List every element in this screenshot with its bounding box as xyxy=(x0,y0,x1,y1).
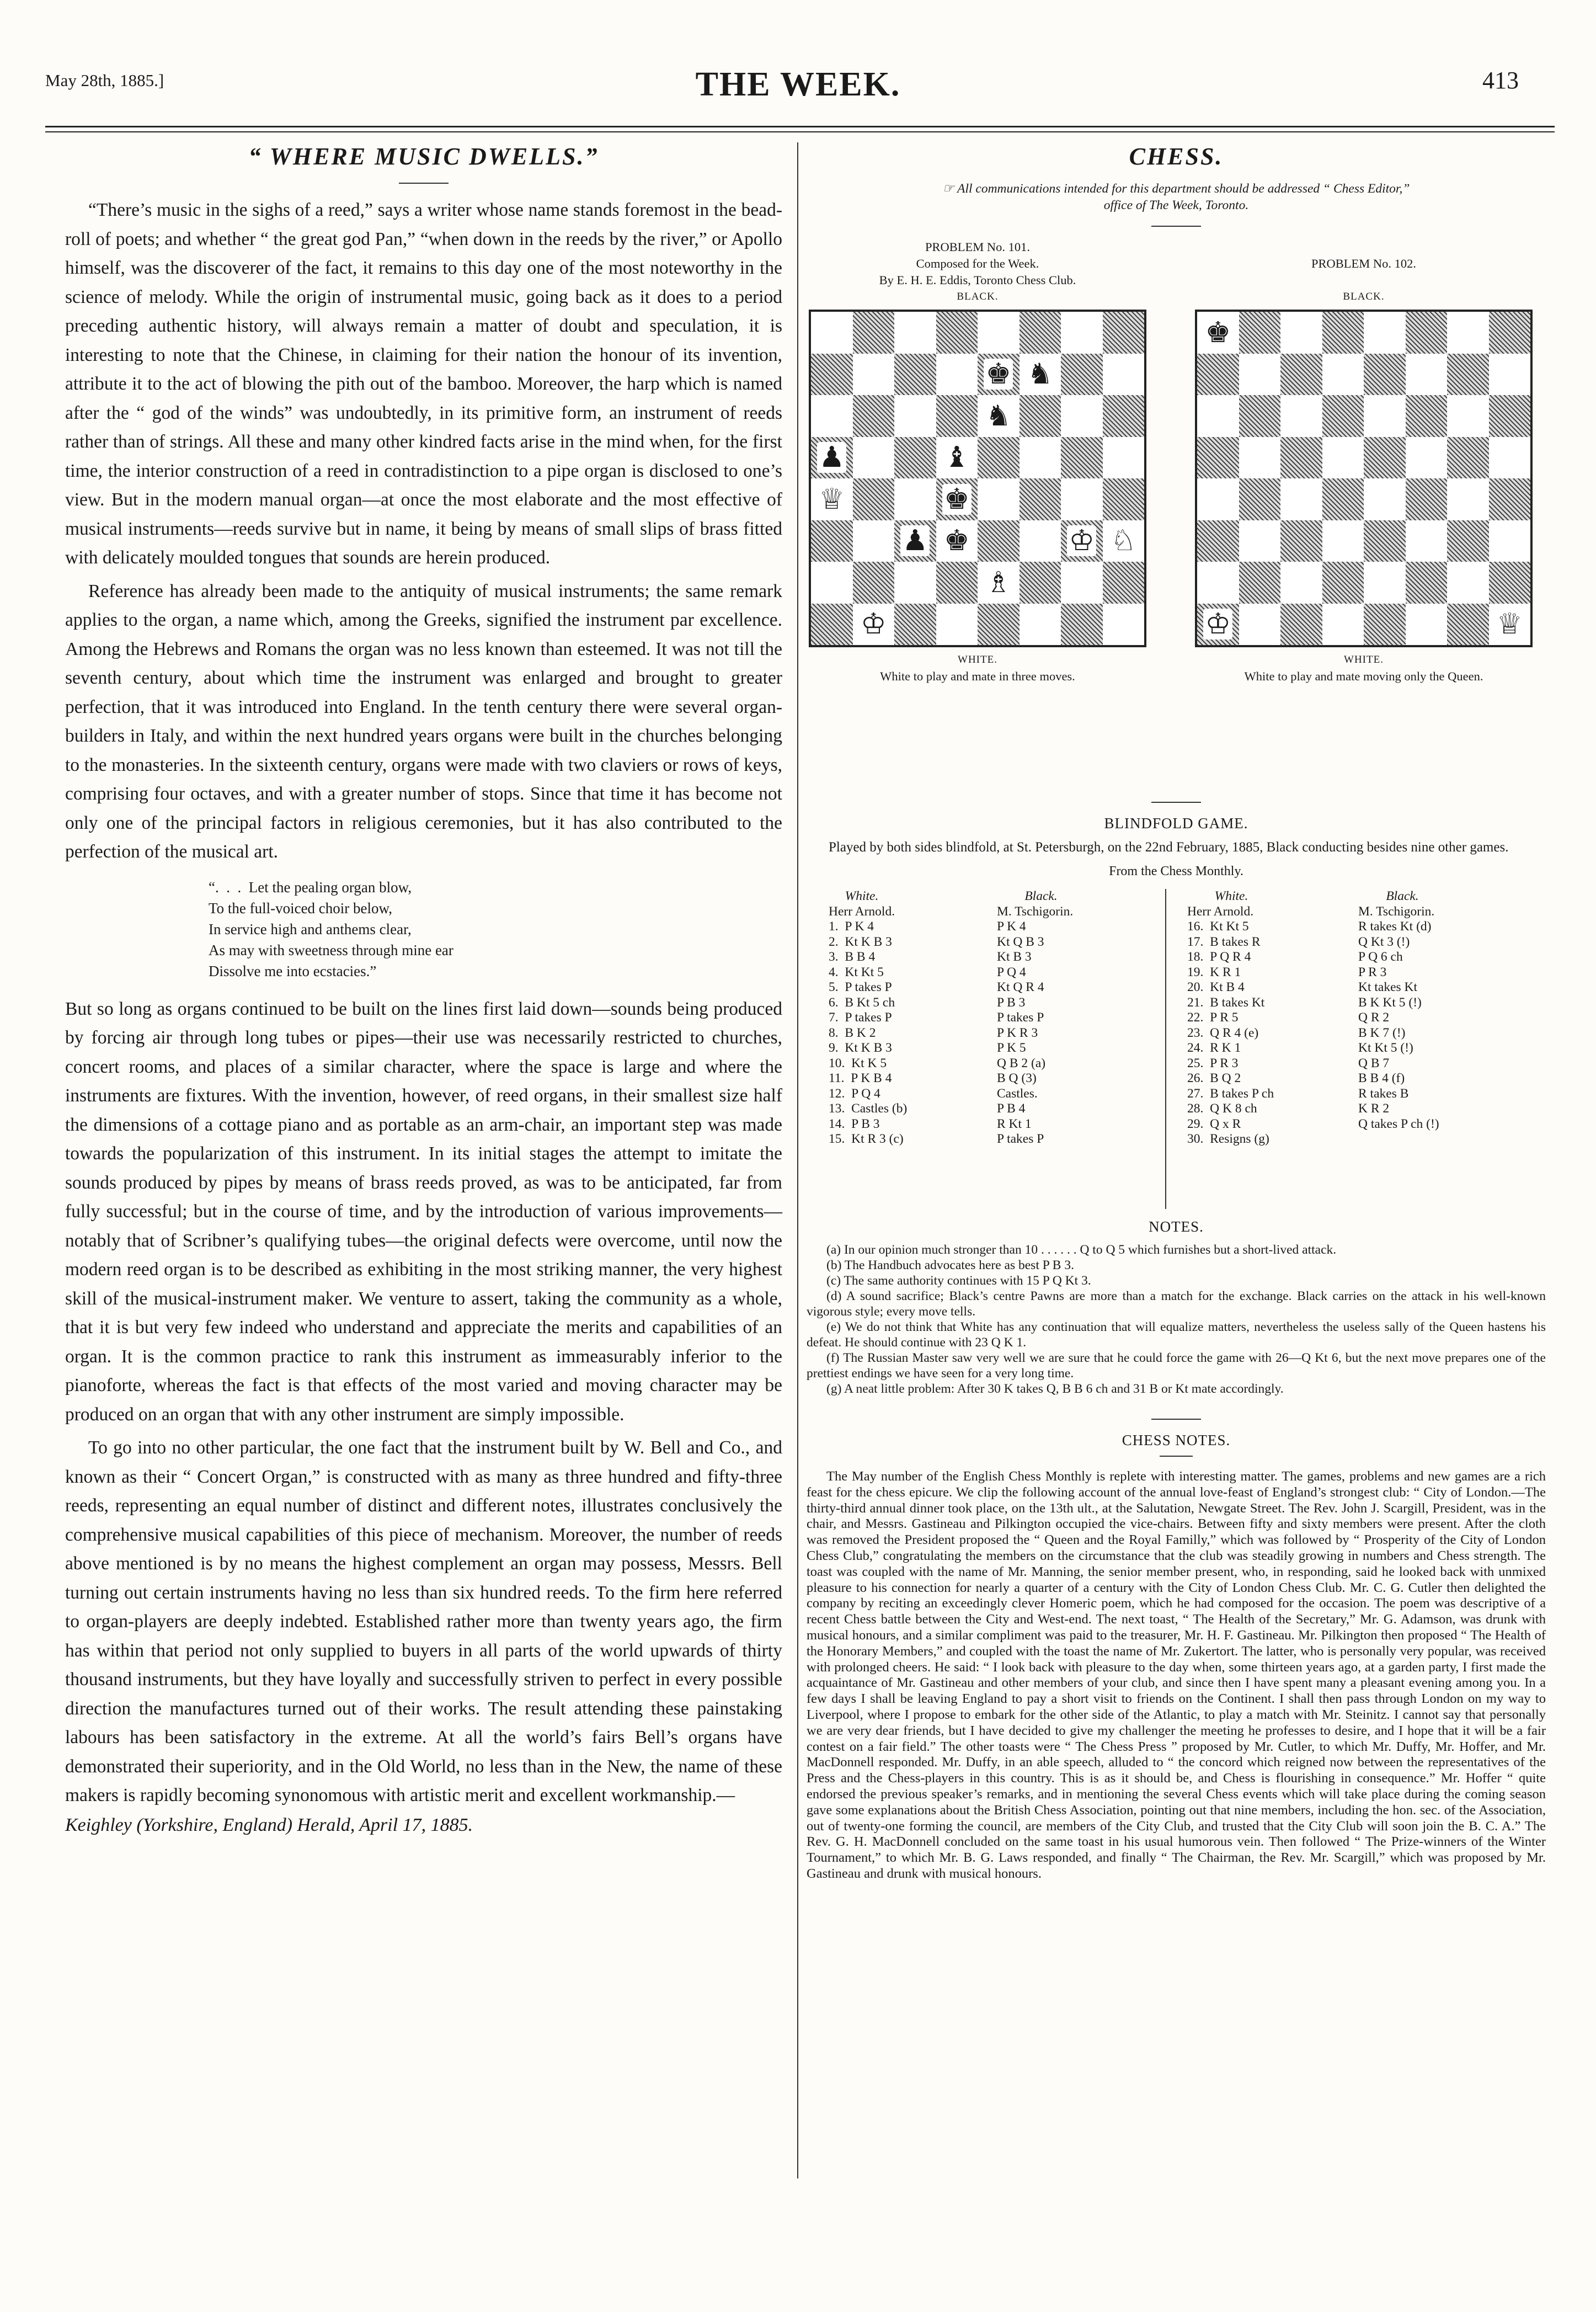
page-number: 413 xyxy=(1482,67,1519,94)
board-square xyxy=(1019,520,1061,562)
move-list xyxy=(1358,919,1535,1132)
move: P K R 3 xyxy=(997,1025,1038,1040)
board-square xyxy=(1322,604,1364,646)
board-square xyxy=(978,520,1019,562)
board-square xyxy=(1019,437,1061,479)
board-square xyxy=(1364,604,1406,646)
move: 11. P K B 4 xyxy=(829,1071,892,1085)
board-square xyxy=(1103,312,1145,354)
board-square xyxy=(1280,395,1322,437)
move: 8. B K 2 xyxy=(829,1025,876,1040)
board-square xyxy=(1061,520,1103,562)
board-square xyxy=(811,478,853,520)
board-square xyxy=(1489,604,1531,646)
board-square xyxy=(1239,562,1281,604)
board-square xyxy=(1061,478,1103,520)
move: P K 5 xyxy=(997,1041,1026,1055)
move: 6. B Kt 5 ch xyxy=(829,995,895,1010)
blindfold-source: From the Chess Monthly. xyxy=(1109,864,1243,878)
board-square xyxy=(1447,478,1489,520)
move: 10. Kt K 5 xyxy=(829,1056,887,1070)
board-square xyxy=(1406,395,1448,437)
board-square xyxy=(1364,354,1406,396)
black-pawn-icon: ♟ xyxy=(817,442,846,473)
board-square xyxy=(1322,395,1364,437)
move: Castles. xyxy=(997,1086,1038,1101)
chess-board xyxy=(1195,310,1533,647)
white-label: WHITE. xyxy=(958,654,997,665)
board-square xyxy=(894,354,936,396)
article-source: Keighley (Yorkshire, England) Herald, April 17, 1885. xyxy=(65,1814,473,1835)
board-square xyxy=(1322,562,1364,604)
player-name: M. Tschigorin. xyxy=(1358,904,1435,919)
issue-date: May 28th, 1885.] xyxy=(45,71,164,90)
problem-caption: White to play and mate moving only the Queen. xyxy=(1244,669,1483,683)
move: P K 4 xyxy=(997,919,1026,934)
chess-notes-title: CHESS NOTES. xyxy=(1122,1432,1231,1448)
board-square xyxy=(894,604,936,646)
chess-title: CHESS. xyxy=(1129,143,1224,170)
note-item: (c) The same authority continues with 15 P Q Kt 3. xyxy=(826,1274,1091,1288)
black-moves-1 xyxy=(997,889,1162,1147)
board-square xyxy=(1019,604,1061,646)
chess-notes xyxy=(807,1469,1546,1882)
move: 21. B takes Kt xyxy=(1187,995,1265,1010)
board-square xyxy=(1061,354,1103,396)
board-square xyxy=(1489,520,1531,562)
board-square xyxy=(978,437,1019,479)
problem-author: By E. H. E. Eddis, Toronto Chess Club. xyxy=(879,273,1076,287)
board-square xyxy=(1447,312,1489,354)
col-head: White. xyxy=(845,889,879,903)
blindfold-title: BLINDFOLD GAME. xyxy=(1104,815,1248,832)
moves-divider xyxy=(1165,889,1166,1209)
board-square xyxy=(894,437,936,479)
board-square xyxy=(978,562,1019,604)
board-square xyxy=(1447,395,1489,437)
board-square xyxy=(936,437,978,479)
move: Q B 7 xyxy=(1358,1056,1390,1070)
chess-board xyxy=(809,310,1146,647)
black-king-icon: ♚ xyxy=(942,484,972,515)
player-name: Herr Arnold. xyxy=(829,904,895,919)
board-square xyxy=(811,604,853,646)
board-square xyxy=(811,520,853,562)
move: 30. Resigns (g) xyxy=(1187,1132,1269,1146)
board-square xyxy=(978,354,1019,396)
board-square xyxy=(811,562,853,604)
black-king-icon: ♚ xyxy=(942,525,972,556)
board-square xyxy=(1447,562,1489,604)
move: Kt takes Kt xyxy=(1358,980,1418,994)
player-name: Herr Arnold. xyxy=(1187,904,1254,919)
board-square xyxy=(853,437,895,479)
masthead-title: THE WEEK. xyxy=(695,66,901,103)
board-square xyxy=(1197,478,1239,520)
section-rule xyxy=(1151,1419,1201,1420)
board-square xyxy=(1406,604,1448,646)
move: 18. P Q R 4 xyxy=(1187,950,1251,964)
board-square xyxy=(1239,312,1281,354)
move: P B 3 xyxy=(997,995,1026,1010)
board-square xyxy=(1197,437,1239,479)
board-square xyxy=(811,395,853,437)
move: 22. P R 5 xyxy=(1187,1010,1239,1025)
board-square xyxy=(1239,478,1281,520)
player-name: M. Tschigorin. xyxy=(997,904,1074,919)
problems xyxy=(807,239,1546,802)
board-square xyxy=(1103,478,1145,520)
col-head: Black. xyxy=(1386,889,1419,903)
black-king-icon: ♚ xyxy=(984,359,1013,390)
move: Q R 2 xyxy=(1358,1010,1390,1025)
move-list xyxy=(997,919,1162,1147)
board-square xyxy=(1239,354,1281,396)
board-square xyxy=(1197,312,1239,354)
move: Kt Q R 4 xyxy=(997,980,1044,994)
poem-line: Dissolve me into ecstacies.” xyxy=(209,962,377,979)
board-square xyxy=(936,604,978,646)
black-label: BLACK. xyxy=(957,291,999,302)
black-knight-icon: ♞ xyxy=(1026,359,1055,390)
move: 15. Kt R 3 (c) xyxy=(829,1132,904,1146)
problem-caption: White to play and mate in three moves. xyxy=(880,669,1075,683)
board-square xyxy=(853,312,895,354)
board-square xyxy=(1103,395,1145,437)
notice-line: office of The Week, Toronto. xyxy=(1103,198,1249,212)
white-bishop-icon: ♗ xyxy=(984,567,1013,598)
note-item: (g) A neat little problem: After 30 K takes Q, B B 6 ch and 31 B or Kt mate accordingly. xyxy=(826,1382,1284,1396)
move: 3. B B 4 xyxy=(829,950,876,964)
board-square xyxy=(1364,395,1406,437)
problem-title: PROBLEM No. 102. xyxy=(1311,257,1417,270)
black-knight-icon: ♞ xyxy=(984,401,1013,431)
column-divider xyxy=(797,142,798,2178)
board-square xyxy=(1447,520,1489,562)
move: B Q (3) xyxy=(997,1071,1037,1085)
board-square xyxy=(853,520,895,562)
move: P R 3 xyxy=(1358,965,1387,979)
move: 26. B Q 2 xyxy=(1187,1071,1241,1085)
board-square xyxy=(894,478,936,520)
board-square xyxy=(1019,354,1061,396)
move: B K Kt 5 (!) xyxy=(1358,995,1422,1010)
move: Kt Kt 5 (!) xyxy=(1358,1041,1413,1055)
board-square xyxy=(1489,312,1531,354)
move: P Q 4 xyxy=(997,965,1026,979)
white-king-icon: ♔ xyxy=(859,609,888,640)
article-paragraph: “There’s music in the sighs of a reed,” says a writer whose name stands foremost in the bead-roll of poets; and whether “ the great god Pan,” “when down in the reeds by the river,” or Apollo himself, was the discoverer of the fact, it remains to this day one of the most noteworthy in the science of melody. While the origin of instrumental music, going back as it does to a period preceding authentic history, will always remain a matter of doubt and speculation, it is interesting to note that the Chinese, in claiming for their nation the honour of its invention, attribute it to the act of blowing the pith out of the bamboo. Moreover, the harp which is named after the “ god of the winds” was undoubtedly, in its primitive form, an instrument of reeds rather than of strings. All these and many other kindred facts arise in the mind when, for the first time, the interior construction of a reed in contradistinction to a pipe organ is disclosed to one’s view. But in the modern manual organ—at once the most elaborate and the most effective of musical instruments—reeds survive but in name, it being by means of small slips of brass fitted with delicately moulded tongues that sounds are herein produced. xyxy=(65,200,782,568)
move: 14. P B 3 xyxy=(829,1116,880,1131)
problem-102 xyxy=(1193,239,1535,685)
move: Q B 2 (a) xyxy=(997,1056,1046,1070)
board-square xyxy=(894,312,936,354)
board-square xyxy=(1322,437,1364,479)
board-square xyxy=(1019,562,1061,604)
board-square xyxy=(936,395,978,437)
white-moves-1 xyxy=(829,889,983,1147)
move: 4. Kt Kt 5 xyxy=(829,965,884,979)
board-square xyxy=(1364,562,1406,604)
article-paragraph: To go into no other particular, the one fact that the instrument built by W. Bell and Co., and known as their “ Concert Organ,” is constructed with as many as three hundred and fifty-three reeds, representing an equal number of distinct and different notes, illustrates conclusively the comprehensive musical capabilities of this piece of mechanism. Moreover, the number of reeds above mentioned is by no means the highest complement an organ may possess, Messrs. Bell turning out certain instruments having no less than six hundred reeds. To the firm here referred to organ-players are deeply indebted. Established rather more than twenty years ago, the firm has within that period not only supplied to buyers in all parts of the world upwards of thirty thousand instruments, but they have loyally and successfully striven to perfect in every possible direction the manufactures turned out of their works. The result attending these painstaking labours has been satisfactory in the extreme. At all the world’s fairs Bell’s organs have demonstrated their superiority, and in the Old World, no less than in the New, the name of these makers is rapidly becoming synonomous with artistic merit and excellent workmanship.— xyxy=(65,1437,782,1805)
move: 9. Kt K B 3 xyxy=(829,1041,892,1055)
board-square xyxy=(1239,604,1281,646)
white-moves-2 xyxy=(1187,889,1353,1147)
board-square xyxy=(1239,437,1281,479)
board-square xyxy=(894,395,936,437)
note-item: (f) The Russian Master saw very well we are sure that he could force the game with 26—Q Kt 6, but the next move prepares one of the prettiest endings we have seen for a very long time. xyxy=(807,1351,1546,1381)
white-queen-icon: ♕ xyxy=(1495,609,1524,640)
game-moves xyxy=(807,889,1546,1212)
problem-101 xyxy=(807,239,1149,685)
board-square xyxy=(1364,312,1406,354)
move: P B 4 xyxy=(997,1101,1026,1116)
board-square xyxy=(1280,478,1322,520)
move: 12. P Q 4 xyxy=(829,1086,880,1101)
notes-title: NOTES. xyxy=(1149,1218,1204,1235)
header-rule-top xyxy=(45,126,1555,127)
board-square xyxy=(894,520,936,562)
board-square xyxy=(936,520,978,562)
board-square xyxy=(936,478,978,520)
board-square xyxy=(1322,354,1364,396)
board-square xyxy=(1061,312,1103,354)
board-square xyxy=(1103,437,1145,479)
board-square xyxy=(1280,562,1322,604)
notice-rule xyxy=(1151,226,1201,227)
chess-notes-text: The May number of the English Chess Monthly is replete with interesting matter. The games, problems and new games are a rich feast for the chess epicure. We clip the following account of the annual love-feast of England’s strongest club: “ City of London.—The thirty-third annual dinner took place, on the 13th ult., at the Salutation, Newgate Street. The Rev. John J. Scargill, President, was in the chair, and Messrs. Gastineau and Pilkington occupied the vice-chairs. Between fifty and sixty members were present. After the cloth was removed the President proposed the “ Queen and the Royal Familly,” which was followed by “ Prosperity of the City of London Chess Club,” congratulating the members on the circumstance that the club was steadily growing in numbers and Chess strength. The toast was coupled with the name of Mr. Manning, the senior member present, who, in responding, said he looked back with unmixed pleasure to his connection for nearly a quarter of a century with the City of London Chess Club. Mr. C. G. Cutler then delighted the company by reciting an exceedingly clever Homeric poem, which he had composed for the occasion. The poem was descriptive of a recent Chess battle between the City and West-end. The next toast, “ The Health of the Secretary,” Mr. G. Adamson, was drunk with musical honours, and a similar compliment was paid to the treasurer, Mr. H. F. Gastineau. Mr. Pilkington then proposed “ The Health of the Honorary Members,” and coupled with the toast the name of Mr. Zukertort. The latter, who is personally very popular, was received with prolonged cheers. He said: “ I look back with pleasure to the day when, some thirteen years ago, at a garden party, I first made the acquaintance of Mr. Gastineau and other members of your club, and since then I have spent many a pleasant evening among you. In a few days I shall be leaving England to pay a short visit to friends on the Continent. I shall then pass through London on my way to Liverpool, where I propose to embark for the other side of the Atlantic, to play a match with Mr. Steinitz. I cannot say that personally we are very dear friends, but I have decided to give my challenger the meeting he professes to desire, and I hope that it will be a fair contest on a fair field.” The other toasts were “ The Chess Press ” proposed by Mr. Cutler, to which Mr. Duffy, Mr. Hoffer, and Mr. MacDonnell responded. Mr. Duffy, in an able speech, alluded to “ the concord which reigned now between the representatives of the Press and the Chess-players in this country. This is as it should be, and Chess is flourishing in consequence.” Mr. Hoffer “ quite endorsed the previous speaker’s remarks, and in mentioning the several Chess events which will take place during the coming season gave some explanations about the British Chess Association, pointing out that nine members, including the hon. sec. of the Association, out of twenty-one forming the council, are members of the City Club, and trusted that the City Club will soon join the B. C. A.” The Rev. G. H. MacDonnell concluded on the same toast in his usual humorous vein. Then followed “ The Prize-winners of the Winter Tournament,” to which Mr. B. G. Laws responded, and finally “ The Chairman, the Rev. Mr. Scargill,” which was proposed by Mr. Gastineau and drunk with musical honours. xyxy=(807,1469,1546,1881)
board-square xyxy=(1406,478,1448,520)
board-square xyxy=(853,478,895,520)
board-square xyxy=(1103,562,1145,604)
board-square xyxy=(1197,604,1239,646)
poem-line: To the full-voiced choir below, xyxy=(209,899,393,917)
board-square xyxy=(853,604,895,646)
move: B K 7 (!) xyxy=(1358,1025,1406,1040)
board-square xyxy=(1103,520,1145,562)
note-item: (d) A sound sacrifice; Black’s centre Pawns are more than a match for the exchange. Black carries on the attack in his well-known vigorous style; every move tells. xyxy=(807,1289,1546,1319)
article-paragraph: But so long as organs continued to be built on the lines first laid down—sounds being produced by forcing air through long tubes or pipes—their use was necessarily restricted to churches, concert rooms, and places of a similar character, where the space is large and where the instruments are fixtures. With the invention, however, of reed organs, in their smallest size half the dimensions of a cottage piano and as portable as an arm-chair, an important step was made towards the popularization of this instrument. In its initial stages the attempt to imitate the sounds produced by pipes by means of brass reeds proved, as was to be anticipated, far from fully successful; but in the course of time, and by the introduction of various improvements—notably that of Scribner’s qualifying tubes—the original defects were overcome, until now the modern reed organ is to be described as exhibiting in the most striking manner, the very highest skill of the musical-instrument maker. We venture to assert, taking the community as a whole, that it is but very few indeed who understand and appreciate the merits and capabilities of an organ. It is the common practice to rank this instrument as immeasurably inferior to the pianoforte, whereas the fact is that effects of the most varied and moving character may be produced on an organ that with any other instrument are simply impossible. xyxy=(65,998,782,1425)
move: 7. P takes P xyxy=(829,1010,892,1025)
note-item: (a) In our opinion much stronger than 10 . . . . . . Q to Q 5 which furnishes but a short-lived attack. xyxy=(826,1243,1337,1257)
board-square xyxy=(894,562,936,604)
move: P Q 6 ch xyxy=(1358,950,1403,964)
move: 23. Q R 4 (e) xyxy=(1187,1025,1259,1040)
move: R takes Kt (d) xyxy=(1358,919,1432,934)
board-square xyxy=(978,604,1019,646)
board-square xyxy=(978,312,1019,354)
chess-section xyxy=(807,142,1546,1882)
move-list xyxy=(829,919,983,1147)
board-square xyxy=(1239,395,1281,437)
board-square xyxy=(853,354,895,396)
board-square xyxy=(936,312,978,354)
board-square xyxy=(1489,395,1531,437)
board-square xyxy=(1364,520,1406,562)
move: 24. R K 1 xyxy=(1187,1041,1241,1055)
move: 5. P takes P xyxy=(829,980,892,994)
board-square xyxy=(978,395,1019,437)
move: 13. Castles (b) xyxy=(829,1101,908,1116)
board-square xyxy=(1239,520,1281,562)
board-square xyxy=(811,354,853,396)
board-square xyxy=(1061,437,1103,479)
blindfold-intro: Played by both sides blindfold, at St. Petersburgh, on the 22nd February, 1885, Black conducting besides nine other games. xyxy=(829,840,1509,855)
board-square xyxy=(1406,312,1448,354)
board-square xyxy=(1489,437,1531,479)
move: Q Kt 3 (!) xyxy=(1358,934,1410,949)
move: 28. Q K 8 ch xyxy=(1187,1101,1257,1116)
board-square xyxy=(1280,437,1322,479)
move: R Kt 1 xyxy=(997,1116,1032,1131)
notes-list xyxy=(807,1242,1546,1397)
section-rule xyxy=(1151,802,1201,803)
black-moves-2 xyxy=(1358,889,1535,1132)
section-rule xyxy=(1160,1456,1193,1457)
board-square xyxy=(1489,478,1531,520)
board-square xyxy=(1406,354,1448,396)
board-square xyxy=(978,478,1019,520)
board-square xyxy=(1364,478,1406,520)
board-square xyxy=(1061,604,1103,646)
problem-title: PROBLEM No. 101. xyxy=(925,240,1031,254)
move: 25. P R 3 xyxy=(1187,1056,1239,1070)
board-square xyxy=(1061,562,1103,604)
move: 27. B takes P ch xyxy=(1187,1086,1274,1101)
board-square xyxy=(1447,604,1489,646)
poem-line: As may with sweetness through mine ear xyxy=(209,941,453,958)
board-square xyxy=(1019,478,1061,520)
board-square xyxy=(1322,520,1364,562)
move: 19. K R 1 xyxy=(1187,965,1241,979)
board-square xyxy=(1406,520,1448,562)
move: Kt Q B 3 xyxy=(997,934,1044,949)
poem-quote xyxy=(209,877,782,982)
board-square xyxy=(936,354,978,396)
board-square xyxy=(1280,354,1322,396)
article-paragraph: Reference has already been made to the antiquity of musical instruments; the same remark applies to the organ, a name which, among the Greeks, signified the instrument par excellence. Among the Hebrews and Romans the organ was no less known than esteemed. It was not till the seventh century, about which time the instrument was enlarged and brought to greater perfection, that it was introduced into England. In the tenth century there were several organ-builders in Italy, and within the next hundred years organs were built in the churches belonging to the monasteries. In the sixteenth century, organs were made with two claviers or rows of keys, comprising four octaves, and with a greater number of stops. Since that time it has become not only one of the principal factors in religious ceremonies, but it has also contributed to the perfection of the musical art. xyxy=(65,580,782,862)
move: 29. Q x R xyxy=(1187,1116,1241,1131)
board-square xyxy=(1447,354,1489,396)
board-square xyxy=(1019,395,1061,437)
move: K R 2 xyxy=(1358,1101,1390,1116)
problem-note: Composed for the Week. xyxy=(916,257,1039,270)
board-square xyxy=(1280,604,1322,646)
board-square xyxy=(1197,562,1239,604)
title-rule xyxy=(399,183,449,184)
move: P takes P xyxy=(997,1132,1044,1146)
board-square xyxy=(853,562,895,604)
board-square xyxy=(853,395,895,437)
board-square xyxy=(1406,562,1448,604)
article-title: “ WHERE MUSIC DWELLS.” xyxy=(248,143,599,170)
move: R takes B xyxy=(1358,1086,1409,1101)
move: B B 4 (f) xyxy=(1358,1071,1405,1085)
move: 16. Kt Kt 5 xyxy=(1187,919,1249,934)
black-bishop-icon: ♝ xyxy=(942,442,972,473)
move: Q takes P ch (!) xyxy=(1358,1116,1439,1131)
board-square xyxy=(1280,520,1322,562)
music-article xyxy=(65,142,782,1836)
poem-line: In service high and anthems clear, xyxy=(209,920,412,937)
board-square xyxy=(1406,437,1448,479)
white-queen-icon: ♕ xyxy=(817,484,846,515)
move: 1. P K 4 xyxy=(829,919,874,934)
col-head: White. xyxy=(1214,889,1248,903)
move: Kt B 3 xyxy=(997,950,1032,964)
notice-line: ☞ All communications intended for this department should be addressed “ Chess Editor,” xyxy=(942,182,1410,196)
note-item: (e) We do not think that White has any continuation that will equalize matters, nevertheless the useless sally of the Queen hastens his defeat. He should continue with 23 Q K 1. xyxy=(807,1320,1546,1350)
board-square xyxy=(1103,604,1145,646)
board-square xyxy=(1364,437,1406,479)
poem-line: “. . . Let the pealing organ blow, xyxy=(209,878,412,896)
white-king-icon: ♔ xyxy=(1203,609,1232,640)
move: 2. Kt K B 3 xyxy=(829,934,892,949)
board-square xyxy=(1280,312,1322,354)
col-head: Black. xyxy=(1024,889,1058,903)
board-square xyxy=(936,562,978,604)
board-square xyxy=(1489,562,1531,604)
chess-notice xyxy=(807,180,1546,214)
move-list xyxy=(1187,919,1353,1147)
move: 17. B takes R xyxy=(1187,934,1261,949)
black-pawn-icon: ♟ xyxy=(900,525,930,556)
board-square xyxy=(1489,354,1531,396)
black-king-icon: ♚ xyxy=(1203,317,1232,348)
board-square xyxy=(811,437,853,479)
board-square xyxy=(1322,478,1364,520)
white-knight-icon: ♘ xyxy=(1109,525,1138,556)
move: P takes P xyxy=(997,1010,1044,1025)
board-square xyxy=(1197,354,1239,396)
board-square xyxy=(1019,312,1061,354)
board-square xyxy=(1447,437,1489,479)
board-square xyxy=(811,312,853,354)
board-square xyxy=(1322,312,1364,354)
white-king-icon: ♔ xyxy=(1067,525,1096,556)
move: 20. Kt B 4 xyxy=(1187,980,1245,994)
board-square xyxy=(1103,354,1145,396)
white-label: WHITE. xyxy=(1344,654,1384,665)
note-item: (b) The Handbuch advocates here as best P B 3. xyxy=(826,1258,1074,1272)
board-square xyxy=(1197,520,1239,562)
board-square xyxy=(1197,395,1239,437)
board-square xyxy=(1061,395,1103,437)
black-label: BLACK. xyxy=(1343,291,1385,302)
header-rule-bottom xyxy=(45,131,1555,132)
